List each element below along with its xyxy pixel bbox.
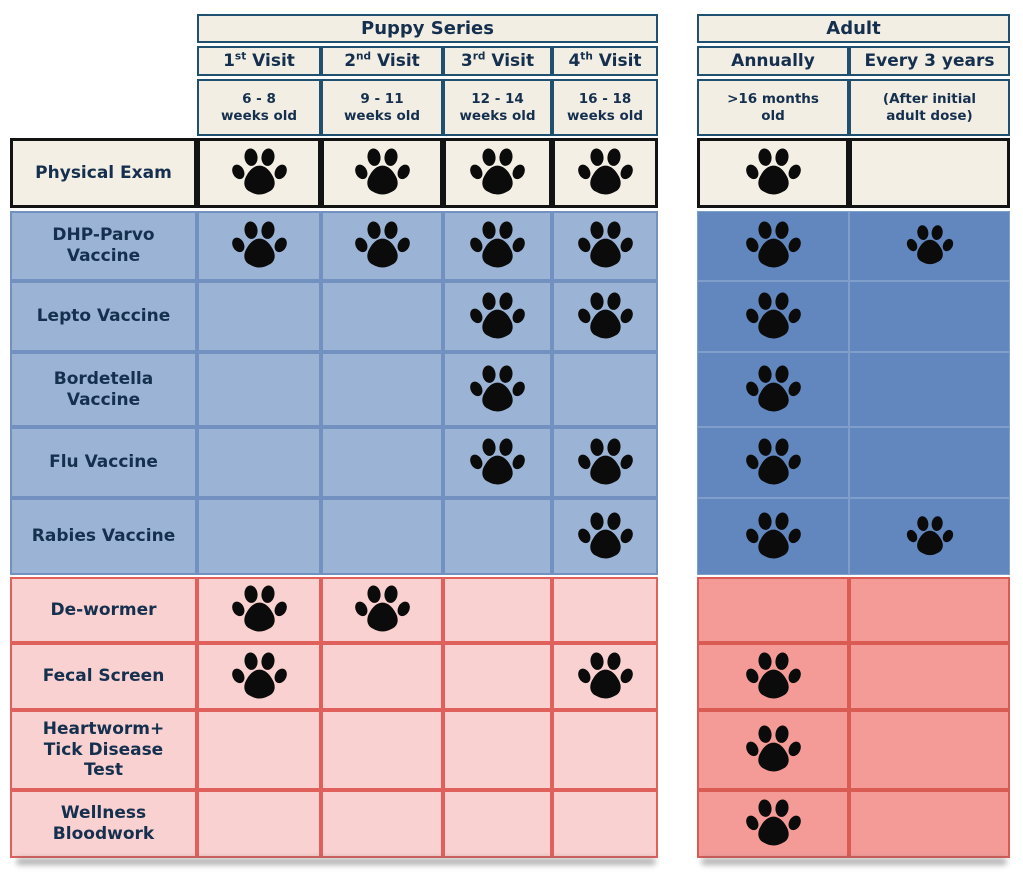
paw-icon <box>469 437 526 489</box>
text-line: Flu Vaccine <box>49 452 158 473</box>
cell-lepto-vaccine-visit-3 <box>443 281 552 352</box>
cell-physical-exam-visit-1 <box>197 138 321 208</box>
cell-de-wormer-visit-2 <box>321 577 443 643</box>
paw-icon <box>354 584 411 636</box>
text-line: Test <box>83 760 124 781</box>
paw-icon <box>231 651 288 703</box>
cell-flu-vaccine-annually <box>697 427 849 498</box>
cell-physical-exam-visit-3 <box>443 138 552 208</box>
cell-de-wormer-visit-1 <box>197 577 321 643</box>
cell-de-wormer-every-3-years <box>849 577 1010 643</box>
col-subheader-age-1 <box>197 79 321 136</box>
cell-bordetella-vaccine-visit-4 <box>552 352 658 427</box>
text-line: DHP-Parvo <box>52 225 155 246</box>
paw-icon <box>469 147 526 199</box>
paw-icon <box>745 798 802 850</box>
text-line: Rabies Vaccine <box>31 526 176 547</box>
col-subheader-age-2 <box>321 79 443 136</box>
paw-icon <box>745 511 802 563</box>
text-line: Wellness <box>60 803 147 824</box>
cell-bordetella-vaccine-every-3-years <box>849 352 1010 427</box>
cell-dhp-parvo-vaccine-annually <box>697 211 849 281</box>
paw-icon <box>231 147 288 199</box>
col-header-annually: Annually <box>697 46 849 76</box>
cell-flu-vaccine-visit-3 <box>443 427 552 498</box>
paw-icon <box>231 220 288 272</box>
cell-physical-exam-every-3-years <box>849 138 1010 208</box>
row-label-fecal-screen <box>10 643 197 710</box>
cell-heartworm-tick-disease-test-annually <box>697 710 849 790</box>
cell-lepto-vaccine-visit-2 <box>321 281 443 352</box>
text-line: 16 - 18 <box>578 91 632 108</box>
paw-icon <box>577 511 634 563</box>
text-line: adult dose) <box>886 107 973 124</box>
paw-icon <box>354 220 411 272</box>
cell-physical-exam-visit-2 <box>321 138 443 208</box>
paw-icon <box>577 220 634 272</box>
visit-label: 4th Visit <box>568 49 642 71</box>
col-subheader-every-3-years <box>849 79 1010 136</box>
paw-icon <box>469 364 526 416</box>
cell-de-wormer-annually <box>697 577 849 643</box>
cell-lepto-vaccine-annually <box>697 281 849 352</box>
cell-rabies-vaccine-visit-4 <box>552 498 658 575</box>
cell-bordetella-vaccine-visit-3 <box>443 352 552 427</box>
visit-label: 1st Visit <box>223 49 295 71</box>
cell-flu-vaccine-every-3-years <box>849 427 1010 498</box>
text-line: Lepto Vaccine <box>36 306 171 327</box>
cell-rabies-vaccine-visit-3 <box>443 498 552 575</box>
text-line: 6 - 8 <box>242 91 276 108</box>
cell-rabies-vaccine-visit-2 <box>321 498 443 575</box>
paw-icon <box>745 147 802 199</box>
col-header-visit-2 <box>321 46 443 76</box>
text-line: De-wormer <box>50 599 157 620</box>
text-line: 9 - 11 <box>360 91 404 108</box>
paw-icon <box>745 364 802 416</box>
row-label-heartworm-tick-disease-test <box>10 710 197 790</box>
text-line: Bordetella <box>53 368 154 389</box>
cell-wellness-bloodwork-annually <box>697 790 849 858</box>
row-label-rabies-vaccine <box>10 498 197 575</box>
row-label-physical-exam <box>10 138 197 208</box>
ordinal-suffix: rd <box>472 49 486 62</box>
row-label-bordetella-vaccine <box>10 352 197 427</box>
cell-bordetella-vaccine-visit-1 <box>197 352 321 427</box>
cell-physical-exam-visit-4 <box>552 138 658 208</box>
paw-icon <box>745 291 802 343</box>
col-subheader-age-3 <box>443 79 552 136</box>
text-line: Tick Disease <box>43 739 164 760</box>
cell-fecal-screen-every-3-years <box>849 643 1010 710</box>
text-line: Physical Exam <box>35 162 172 183</box>
cell-heartworm-tick-disease-test-visit-2 <box>321 710 443 790</box>
table-shadow-left <box>16 858 656 865</box>
row-label-wellness-bloodwork <box>10 790 197 858</box>
table-shadow-right <box>701 858 1007 865</box>
col-subheader-age-4 <box>552 79 658 136</box>
cell-flu-vaccine-visit-1 <box>197 427 321 498</box>
text-line: >16 months <box>727 91 819 108</box>
cell-lepto-vaccine-visit-1 <box>197 281 321 352</box>
visit-label: 3rd Visit <box>460 49 535 71</box>
text-line: 12 - 14 <box>471 91 524 108</box>
col-header-every-3-years: Every 3 years <box>849 46 1010 76</box>
cell-dhp-parvo-vaccine-visit-2 <box>321 211 443 281</box>
paw-icon <box>577 651 634 703</box>
paw-icon <box>745 724 802 776</box>
text-line: weeks old <box>566 107 644 124</box>
cell-fecal-screen-annually <box>697 643 849 710</box>
text-line: Heartworm+ <box>42 718 165 739</box>
text-line: Vaccine <box>66 389 141 410</box>
cell-bordetella-vaccine-visit-2 <box>321 352 443 427</box>
cell-bordetella-vaccine-annually <box>697 352 849 427</box>
adult-group-header: Adult <box>697 14 1010 43</box>
cell-physical-exam-annually <box>697 138 849 208</box>
text-line: weeks old <box>459 107 536 124</box>
cell-dhp-parvo-vaccine-visit-3 <box>443 211 552 281</box>
puppy-series-group-header: Puppy Series <box>197 14 658 43</box>
cell-wellness-bloodwork-visit-2 <box>321 790 443 858</box>
cell-wellness-bloodwork-every-3-years <box>849 790 1010 858</box>
cell-heartworm-tick-disease-test-visit-1 <box>197 710 321 790</box>
paw-icon <box>906 515 954 559</box>
col-header-visit-1 <box>197 46 321 76</box>
ordinal-suffix: nd <box>356 49 372 62</box>
text-line: Fecal Screen <box>42 666 165 687</box>
cell-rabies-vaccine-annually <box>697 498 849 575</box>
cell-fecal-screen-visit-3 <box>443 643 552 710</box>
cell-fecal-screen-visit-4 <box>552 643 658 710</box>
paw-icon <box>469 220 526 272</box>
paw-icon <box>354 147 411 199</box>
paw-icon <box>745 437 802 489</box>
ordinal-suffix: st <box>234 49 247 62</box>
cell-de-wormer-visit-3 <box>443 577 552 643</box>
visit-label: 2nd Visit <box>344 49 420 71</box>
cell-flu-vaccine-visit-2 <box>321 427 443 498</box>
cell-heartworm-tick-disease-test-every-3-years <box>849 710 1010 790</box>
cell-lepto-vaccine-every-3-years <box>849 281 1010 352</box>
paw-icon <box>577 291 634 343</box>
row-label-de-wormer <box>10 577 197 643</box>
cell-dhp-parvo-vaccine-visit-1 <box>197 211 321 281</box>
cell-de-wormer-visit-4 <box>552 577 658 643</box>
row-label-lepto-vaccine <box>10 281 197 352</box>
row-label-dhp-parvo-vaccine <box>10 211 197 281</box>
row-label-flu-vaccine <box>10 427 197 498</box>
cell-heartworm-tick-disease-test-visit-3 <box>443 710 552 790</box>
text-line: weeks old <box>220 107 298 124</box>
text-line: Vaccine <box>66 246 141 266</box>
paw-icon <box>745 220 802 272</box>
text-line: weeks old <box>343 107 421 124</box>
col-subheader-annually <box>697 79 849 136</box>
col-header-visit-3 <box>443 46 552 76</box>
cell-dhp-parvo-vaccine-every-3-years <box>849 211 1010 281</box>
ordinal-suffix: th <box>580 49 593 62</box>
cell-fecal-screen-visit-2 <box>321 643 443 710</box>
cell-rabies-vaccine-visit-1 <box>197 498 321 575</box>
paw-icon <box>231 584 288 636</box>
paw-icon <box>577 437 634 489</box>
col-header-visit-4 <box>552 46 658 76</box>
cell-flu-vaccine-visit-4 <box>552 427 658 498</box>
cell-dhp-parvo-vaccine-visit-4 <box>552 211 658 281</box>
paw-icon <box>577 147 634 199</box>
paw-icon <box>469 291 526 343</box>
paw-icon <box>745 651 802 703</box>
cell-fecal-screen-visit-1 <box>197 643 321 710</box>
cell-wellness-bloodwork-visit-4 <box>552 790 658 858</box>
text-line: Bloodwork <box>52 824 155 844</box>
cell-lepto-vaccine-visit-4 <box>552 281 658 352</box>
text-line: old <box>761 107 785 124</box>
cell-rabies-vaccine-every-3-years <box>849 498 1010 575</box>
cell-wellness-bloodwork-visit-3 <box>443 790 552 858</box>
text-line: (After initial <box>882 91 977 108</box>
cell-wellness-bloodwork-visit-1 <box>197 790 321 858</box>
cell-heartworm-tick-disease-test-visit-4 <box>552 710 658 790</box>
paw-icon <box>906 224 954 268</box>
